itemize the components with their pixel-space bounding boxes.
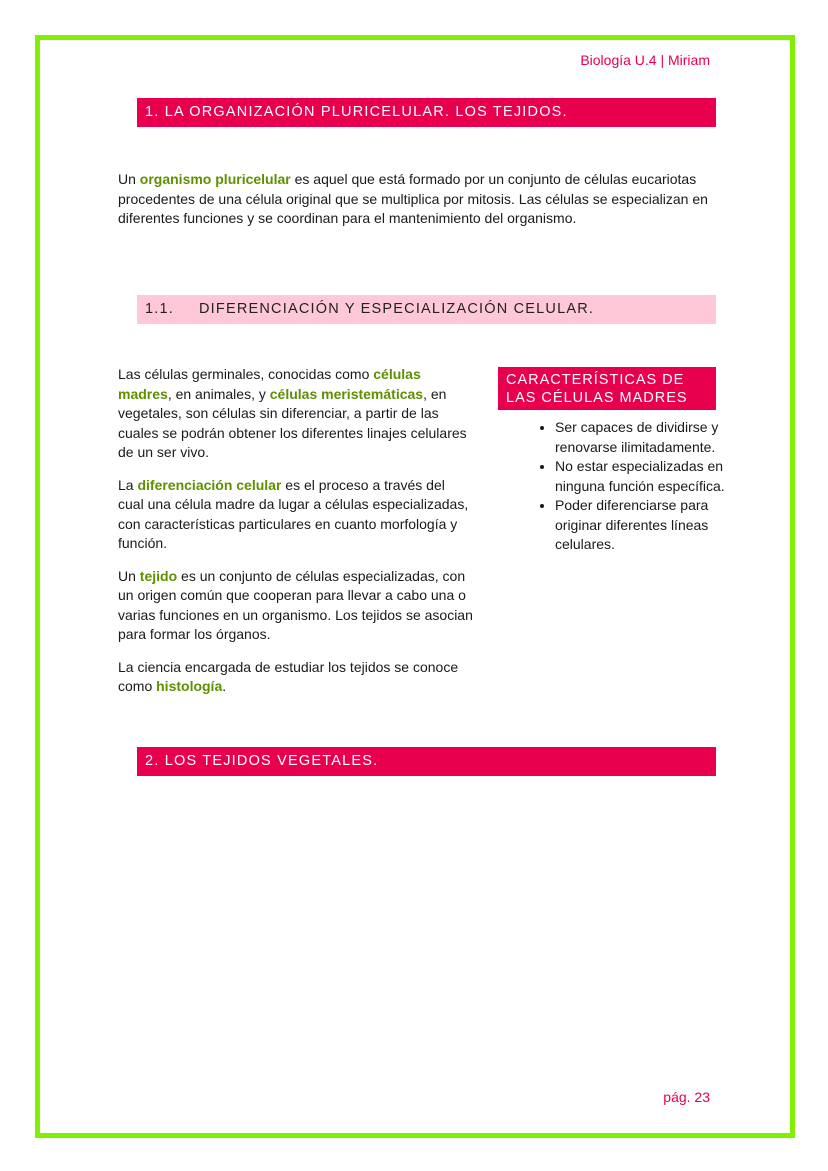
list-item: • No estar especializadas en ninguna función específica. xyxy=(555,457,755,496)
left-column xyxy=(118,365,474,710)
paragraph-organismo xyxy=(118,170,712,229)
heading-title: DIFERENCIACIÓN Y ESPECIALIZACIÓN CELULAR. xyxy=(199,301,595,317)
keyword: organismo pluricelular xyxy=(139,171,291,187)
sidebox-list xyxy=(518,418,755,555)
paragraph-diferenciacion: La diferenciación celular es el proceso a través del cual una célula madre da lugar a células especializadas, con características particulares en cuanto morfología y función. xyxy=(118,476,469,551)
list-item: • Ser capaces de dividirse y renovarse ilimitadamente. xyxy=(555,418,755,457)
heading-section-2: 2. LOS TEJIDOS VEGETALES. xyxy=(137,747,716,776)
page-header: Biología U.4 | Miriam xyxy=(580,52,710,68)
paragraph-histologia: La ciencia encargada de estudiar los tejidos se conoce como histología. xyxy=(118,658,459,694)
paragraph-germinales: Las células germinales, conocidas como células madres, en animales, y células meristemáticas, en vegetales, son células sin diferenciar, a partir de las cuales se podrán obtener los diferentes linajes celulares de un ser vivo. xyxy=(118,366,467,460)
text: Un xyxy=(118,171,140,187)
heading-section-1-1 xyxy=(137,295,716,324)
heading-number: 1.1. xyxy=(145,301,174,317)
sidebox-title: CARACTERÍSTICAS DE LAS CÉLULAS MADRES xyxy=(498,367,716,410)
heading-section-1: 1. LA ORGANIZACIÓN PLURICELULAR. LOS TEJIDOS. xyxy=(137,98,716,127)
page-number: pág. 23 xyxy=(663,1089,710,1105)
list-item: • Poder diferenciarse para originar diferentes líneas celulares. xyxy=(555,496,755,555)
text: es aquel que está formado por un conjunto de células eucariotas procedentes de una célula original que se multiplica por mitosis. Las células se especializan en diferentes funciones y se coordinan para el mantenimiento del organismo. xyxy=(118,171,708,226)
paragraph-tejido: Un tejido es un conjunto de células especializadas, con un origen común que cooperan para llevar a cabo una o varias funciones en un organismo. Los tejidos se asocian para formar los órganos. xyxy=(118,567,473,642)
